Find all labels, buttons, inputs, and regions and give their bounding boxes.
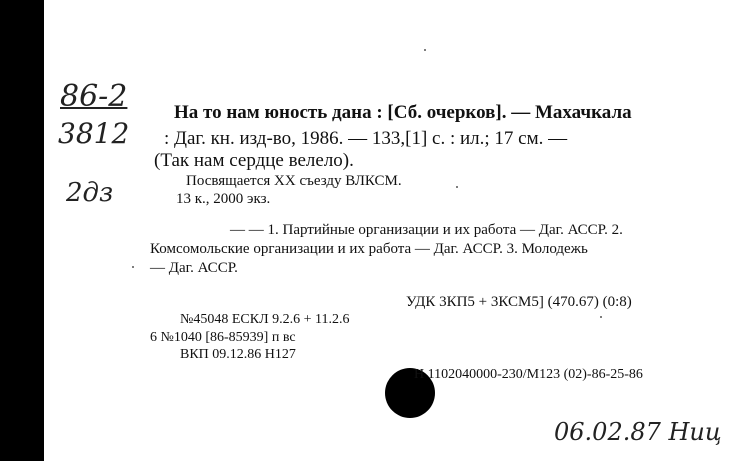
catalog-card (44, 0, 750, 461)
scan-speck (424, 49, 426, 51)
handwritten-date: 06.02.87 Ниц (554, 418, 722, 446)
udk-line: УДК 3КП5 + 3КСМ5] (470.67) (0:8) (406, 294, 632, 310)
imprint-line: : Даг. кн. изд-во, 1986. — 133,[1] с. : ил.; 17 см. — (164, 128, 568, 149)
handwritten-shelf-mark: 2дз (66, 178, 114, 208)
scan-speck (600, 316, 602, 318)
code-line: ВКП 09.12.86 Н127 (180, 347, 296, 362)
series-line: (Так нам сердце велело). (154, 150, 354, 171)
note-line: Посвящается XX съезду ВЛКСМ. (186, 173, 402, 189)
scan-speck (456, 186, 458, 188)
subject-line: Комсомольские организации и их работа — Даг. АССР. 3. Молодежь (150, 241, 588, 257)
code-line: 6 №1040 [86-85939] п вс (150, 330, 296, 345)
title-line: На то нам юность дана : [Сб. очерков]. — Махачкала (174, 102, 632, 123)
scan-speck (132, 266, 134, 268)
code-line: №45048 ЕСКЛ 9.2.6 + 11.2.6 (180, 312, 350, 327)
bottom-code: Н 1102040000-230/М123 (02)-86-25-86 (414, 367, 643, 382)
handwritten-top-number: 86-2 (60, 79, 128, 114)
subject-line: — Даг. АССР. (150, 260, 238, 276)
print-run-line: 13 к., 2000 экз. (176, 191, 271, 207)
subject-line: — — 1. Партийные организации и их работа — Даг. АССР. 2. (230, 222, 623, 238)
handwritten-inventory-number: 3812 (58, 117, 130, 150)
